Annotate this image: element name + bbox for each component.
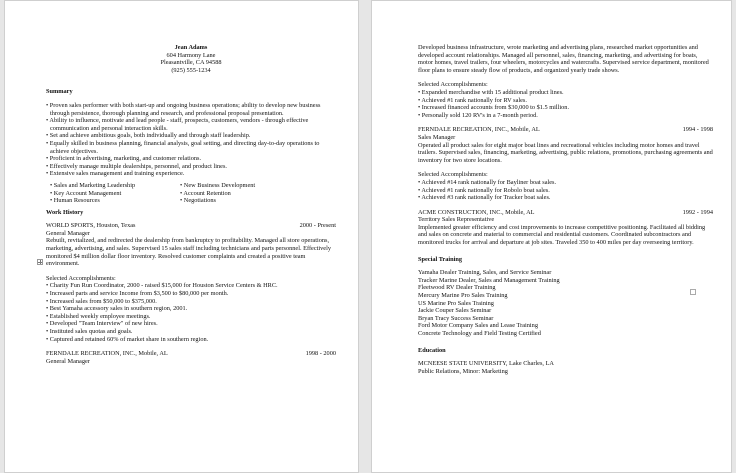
accomplishment-item: • Increased sales from $50,000 to $375,000. <box>46 297 157 305</box>
training-item: Yamaha Dealer Training, Sales, and Service Seminar <box>418 269 552 277</box>
table-end-marker-icon[interactable] <box>690 289 696 295</box>
school-name: MCNEESE STATE UNIVERSITY, Lake Charles, LA <box>418 360 554 368</box>
skill-item: • Human Resources <box>50 197 100 205</box>
training-item: Concrete Technology and Field Testing Certified <box>418 330 541 337</box>
job-header <box>418 126 713 134</box>
document-page-2 <box>371 0 732 473</box>
summary-item: • Ability to influence, motivate and lead people - staff, prospects, customers, vendors - through effective communication and personal interaction skills. <box>46 117 309 132</box>
accomplishment-item: • Increased parts and service Income from $3,500 to $80,000 per month. <box>46 290 229 298</box>
job-description: Developed business infrastructure, wrote marketing and advertising plans, researched market opportunities and developed account relationships. Managed all personnel, sales, financing, marketing, and advertising for boats, motor homes, travel trailers, four wheelers, motorcycles and watercrafts. Supervised service department, monitored floor plans to ensure steady flow of products, and organized yearly trade shows. <box>418 44 709 74</box>
training-item: Jackie Couper Sales Seminar <box>418 307 492 315</box>
training-item: Bryan Tracy Success Seminar <box>418 314 494 322</box>
accomplishments-heading: Selected Accomplishments: <box>418 81 488 89</box>
skills-table <box>50 182 336 205</box>
job-description: Rebuilt, revitalized, and redirected the dealership from bankruptcy to profitability. Managed all store operations, marketing, advertising, and sales. Supervised 15 sales staff including technicians and parts personnel. Effectively monitored $4 million dollar floor inventory. Resolved customer complaints and created a positive team environment. <box>46 237 331 268</box>
skill-item: • Negotiations <box>180 197 216 205</box>
job-dates: 1992 - 1994 <box>682 208 713 216</box>
accomplishment-item: • Best Yamaha accessory sales in southern region, 2001. <box>46 305 188 313</box>
accomplishment-item: • Captured and retained 60% of market share in southern region. <box>46 335 209 343</box>
job-company: ACME CONSTRUCTION, INC., Mobile, AL <box>418 208 535 216</box>
accomplishment-item: • Personally sold 120 RV's in a 7-month period. <box>418 111 538 119</box>
job-title: Territory Sales Representative <box>418 216 495 224</box>
training-list <box>418 269 713 337</box>
table-move-handle-icon[interactable] <box>37 259 43 265</box>
job-dates: 1994 - 1998 <box>682 126 713 134</box>
skill-item: • New Business Development <box>180 181 256 189</box>
job-company: WORLD SPORTS, Houston, Texas <box>46 222 136 230</box>
job-title: Sales Manager <box>418 133 456 141</box>
accomplishments-list <box>418 179 713 202</box>
summary-list <box>46 102 336 178</box>
page-2-content <box>418 44 713 375</box>
job-dates: 2000 - Present <box>299 222 336 230</box>
accomplishment-item: • Charity Fun Run Coordinator, 2000 - raised $15,000 for Houston Service Centers & HRC. <box>46 282 278 290</box>
job-company: FERNDALE RECREATION, INC., Mobile, AL <box>46 350 168 358</box>
degree: Public Relations, Minor: Marketing <box>418 367 508 375</box>
accomplishments-list <box>418 89 713 119</box>
accomplishment-item: • Increased financed accounts from $30,000 to $1.5 million. <box>418 104 570 112</box>
job-header <box>418 209 713 217</box>
accomplishments-list <box>46 282 336 343</box>
accomplishment-item: • Established weekly employee meetings. <box>46 312 151 320</box>
accomplishment-item: • Achieved #14 rank nationally for Bayliner boat sales. <box>418 178 557 186</box>
accomplishment-item: • Expanded merchandise with 15 additional product lines. <box>418 88 564 96</box>
job-dates: 1998 - 2000 <box>305 350 336 358</box>
summary-item: • Proficient in advertising, marketing, and customer relations. <box>46 155 202 163</box>
document-page-1 <box>4 0 359 473</box>
job-title: General Manager <box>46 357 90 365</box>
page-1-content <box>46 44 336 365</box>
summary-heading: Summary <box>46 88 73 96</box>
job-company: FERNDALE RECREATION, INC., Mobile, AL <box>418 126 540 134</box>
accomplishment-item: • Achieved #1 rank nationally for Robolo boat sales. <box>418 186 550 194</box>
summary-item: • Proven sales performer with both start-up and ongoing business operations; ability to develop new business through persistence, thorough planning and research, and professional proposal presentation. <box>46 101 321 117</box>
contact-block <box>46 44 336 74</box>
accomplishments-heading: Selected Accomplishments: <box>418 171 488 179</box>
training-item: Ford Motor Company Sales and Lease Training <box>418 322 538 330</box>
accomplishment-item: • Instituted sales quotas and goals. <box>46 328 133 335</box>
summary-item: • Extensive sales management and training experience. <box>46 170 185 178</box>
resume-name: Jean Adams <box>174 44 208 51</box>
summary-item: • Effectively manage multiple dealerships, personnel, and product lines. <box>46 162 227 170</box>
job-title: General Manager <box>46 229 90 237</box>
job-header <box>46 350 336 358</box>
accomplishment-item: • Achieved #1 rank nationally for RV sales. <box>418 96 527 104</box>
address-line: 604 Harmony Lane <box>166 51 216 59</box>
special-training-heading: Special Training <box>418 255 463 263</box>
city-line: Pleasantville, CA 94588 <box>160 59 222 67</box>
training-item: Mercury Marine Pro Sales Training <box>418 292 508 300</box>
summary-item: • Equally skilled in business planning, financial analysis, goal setting, and directing day-to-day operations to achieve objectives. <box>46 139 320 155</box>
training-item: Fleetwood RV Dealer Training <box>418 284 496 292</box>
skill-item: • Account Retention <box>180 189 231 197</box>
skill-item: • Key Account Management <box>50 189 122 197</box>
accomplishment-item: • Developed "Team Interview" of new hires. <box>46 320 158 328</box>
accomplishments-heading: Selected Accomplishments: <box>46 274 116 282</box>
summary-item: • Set and achieve ambitious goals, both individually and through staff leadership. <box>46 132 251 140</box>
education-heading: Education <box>418 346 446 354</box>
phone-line: (925) 555-1234 <box>171 66 211 74</box>
training-item: US Marine Pro Sales Training <box>418 299 494 307</box>
skill-item: • Sales and Marketing Leadership <box>50 181 136 189</box>
work-history-heading: Work History <box>46 208 84 216</box>
training-item: Tracker Marine Dealer, Sales and Management Training <box>418 276 560 284</box>
job-description: Operated all product sales for eight major boat lines and recreational vehicles including motor homes and travel trailers. Supervised sales, financing, marketing, advertising, public relations, promotions, purchasing agreements and inventory for two store locations. <box>418 141 713 164</box>
job-description: Implemented greater efficiency and cost improvements to increase competitive positioning. Facilitated all bidding and sales on concrete and material to commercial and residential customers. Coordinated subcontractors and monitored trucks for arrival and departure at job sites. Traveled 350 to 400 miles per day overseeing territory. <box>418 223 706 247</box>
job-header <box>46 222 336 230</box>
accomplishment-item: • Achieved #3 rank nationally for Tracker boat sales. <box>418 194 551 202</box>
